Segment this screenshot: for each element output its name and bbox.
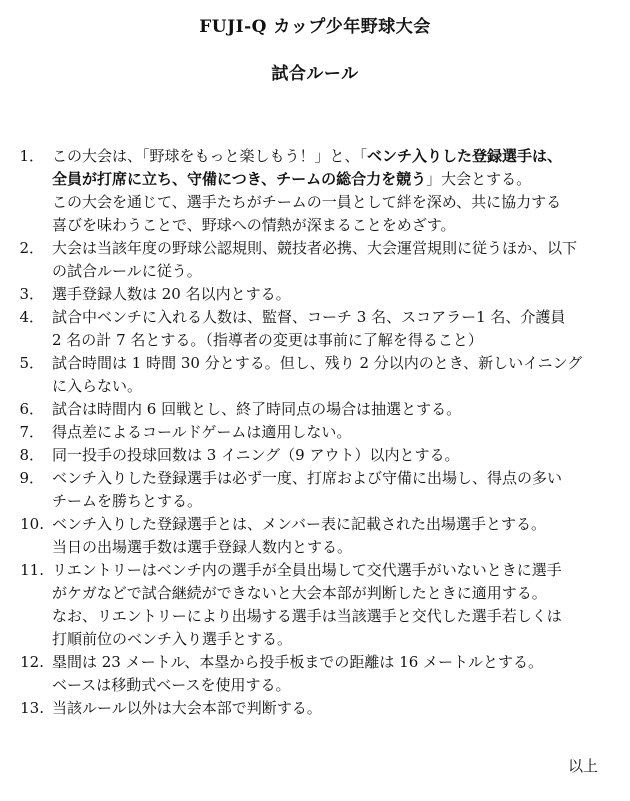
rule-text-line: 得点差によるコールドゲームは適用しない。 xyxy=(52,423,352,441)
rule-text-line: リエントリーはベンチ内の選手が全員出場して交代選手がいないときに選手 xyxy=(52,561,562,579)
rule-number: 13. xyxy=(20,699,44,717)
rule-number: 3． xyxy=(19,285,44,303)
rule-item-8 xyxy=(6,444,624,467)
rule-text-segment: この大会は、「野球をもっと楽しもう！」と、「 xyxy=(52,147,368,165)
rule-text-line: 打順前位のベンチ入り選手とする。 xyxy=(52,630,293,648)
rule-number: 10. xyxy=(20,515,44,533)
rule-number: 12. xyxy=(20,653,44,671)
rule-number: 11. xyxy=(20,561,44,579)
document-title: FUJI-Q カップ少年野球大会 xyxy=(199,17,431,37)
rule-number: 9． xyxy=(19,469,44,487)
rule-number: 5． xyxy=(19,354,44,372)
rule-text-line: がケガなどで試合継続ができないと大会本部が判断したときに適用する。 xyxy=(52,584,547,602)
rule-text-line: ベンチ入りした登録選手とは、メンバー表に記載された出場選手とする。 xyxy=(52,515,546,533)
rule-text-line: 喜びを味わうことで、野球への情熱が深まることをめざす。 xyxy=(52,216,456,234)
rule-text-line: 同一投手の投球回数は 3 イニング（9 アウト）以内とする。 xyxy=(52,446,460,464)
rule-number: 4． xyxy=(19,308,44,326)
document-subtitle: 試合ルール xyxy=(271,64,359,84)
rule-item-12 xyxy=(6,651,624,697)
rule-text-line: チームを勝ちとする。 xyxy=(52,492,203,510)
rule-item-7 xyxy=(6,421,624,444)
rule-text-emphasis: 全員が打席に立ち、守備につき、チームの総合力を競う xyxy=(52,170,427,188)
rule-item-4 xyxy=(6,306,624,352)
rule-text-line: 大会は当該年度の野球公認規則、競技者必携、大会運営規則に従うほか、以下 xyxy=(52,239,578,257)
rule-item-1 xyxy=(6,145,624,237)
rule-text-line: なお、リエントリーにより出場する選手は当該選手と交代した選手若しくは xyxy=(52,607,562,625)
rule-text-line: 当日の出場選手数は選手登録人数内とする。 xyxy=(52,538,353,556)
rule-text-line: ベースは移動式ベースを使用する。 xyxy=(52,676,291,694)
rule-item-11 xyxy=(6,559,624,651)
rule-number: 1． xyxy=(19,147,44,165)
rule-number: 2． xyxy=(19,239,44,257)
rule-text-line: に入らない。 xyxy=(52,377,143,395)
rule-text-line: の試合ルールに従う。 xyxy=(52,262,202,280)
rule-number: 8． xyxy=(19,446,44,464)
rule-text-line: ベンチ入りした登録選手は必ず一度、打席および守備に出場し、得点の多い xyxy=(52,469,563,487)
rule-item-10 xyxy=(6,513,624,559)
rule-text-line: この大会を通じて、選手たちがチームの一員として絆を深め、共に協力する xyxy=(52,193,562,211)
rules-list xyxy=(6,145,624,720)
rule-text-line: 当該ルール以外は大会本部で判断する。 xyxy=(52,699,322,717)
closing-text: 以上 xyxy=(567,757,598,775)
rule-item-5 xyxy=(6,352,624,398)
rule-text-line xyxy=(52,145,624,168)
rule-text-emphasis: ベンチ入りした登録選手は、 xyxy=(367,147,563,165)
rule-number: 7． xyxy=(19,423,44,441)
rule-item-3 xyxy=(6,283,624,306)
rule-text-line: 試合は時間内 6 回戦とし、終了時同点の場合は抽選とする。 xyxy=(52,400,462,418)
rule-number: 6． xyxy=(19,400,44,418)
rule-text-line: 試合中ベンチに入れる人数は、監督、コーチ 3 名、スコアラー1 名、介護員 xyxy=(52,308,566,326)
rule-text-segment: 」大会とする。 xyxy=(426,170,532,188)
rule-item-6 xyxy=(6,398,624,421)
rule-text-line: 塁間は 23 メートル、本塁から投手板までの距離は 16 メートルとする。 xyxy=(52,653,544,671)
rule-item-2 xyxy=(6,237,624,283)
rule-item-9 xyxy=(6,467,624,513)
rule-text-line xyxy=(52,168,624,191)
rule-text-line: 2 名の計 7 名とする。（指導者の変更は事前に了解を得ること） xyxy=(52,331,483,349)
rule-text-line: 試合時間は 1 時間 30 分とする。但し、残り 2 分以内のとき、新しいイニング xyxy=(52,354,583,372)
rule-text-line: 選手登録人数は 20 名以内とする。 xyxy=(52,285,291,303)
rule-item-13 xyxy=(6,697,624,720)
